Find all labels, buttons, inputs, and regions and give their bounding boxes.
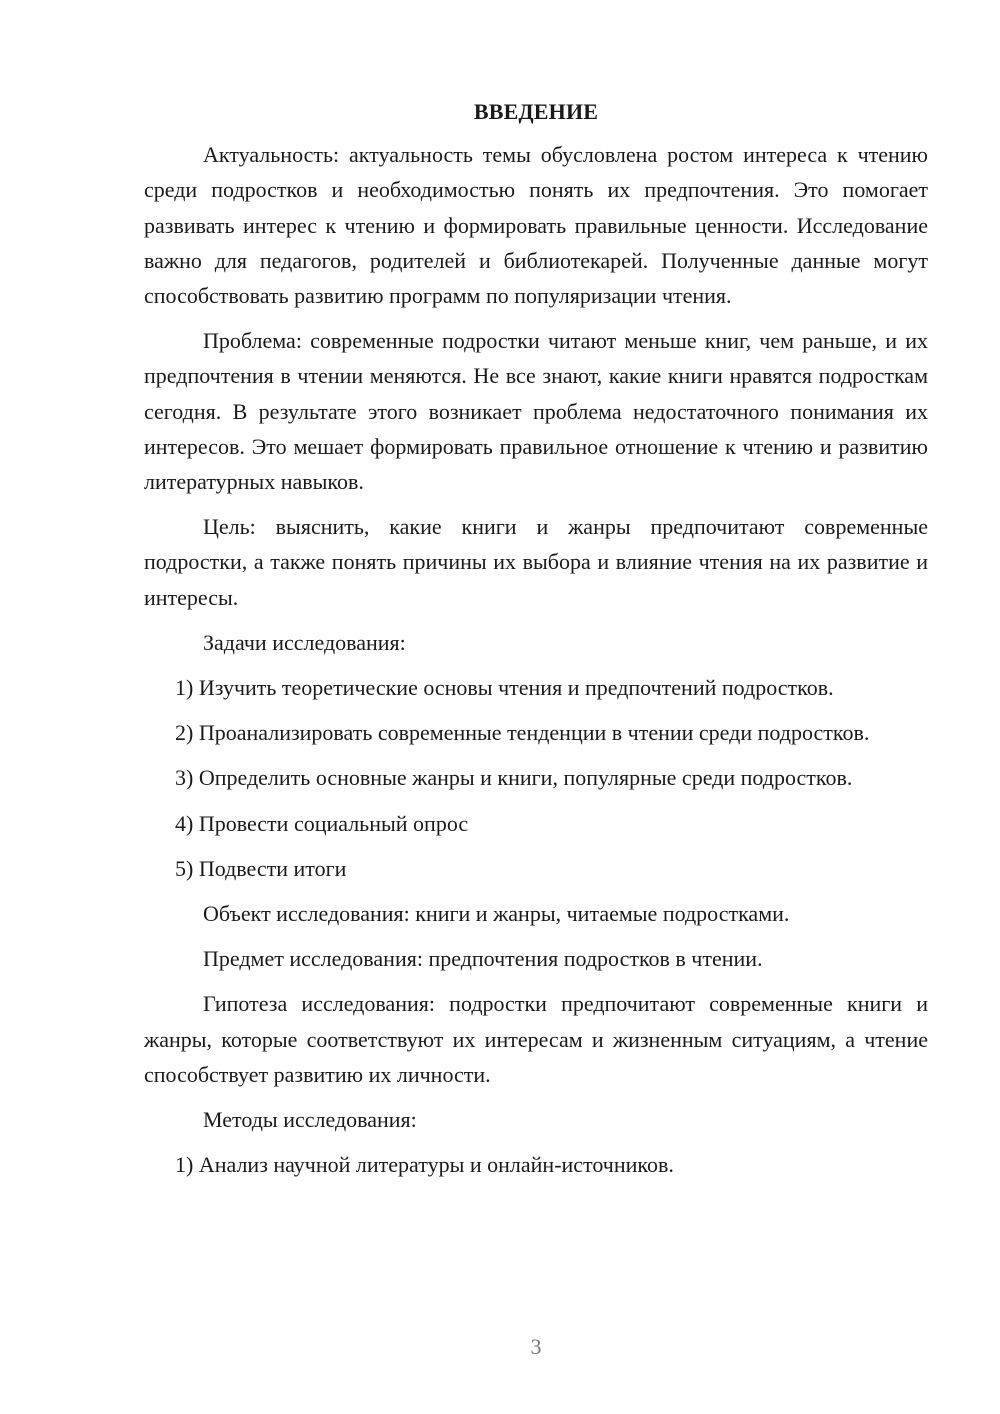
task-item-1: 1) Изучить теоретические основы чтения и предпочтений подростков. <box>175 675 834 701</box>
methods-heading: Методы исследования: <box>203 1107 417 1133</box>
method-item-1: 1) Анализ научной литературы и онлайн-источников. <box>175 1152 674 1178</box>
task-item-5: 5) Подвести итоги <box>175 855 347 881</box>
object-paragraph: Объект исследования: книги и жанры, читаемые подростками. <box>203 901 790 927</box>
relevance-paragraph: Актуальность: актуальность темы обусловлена ростом интереса к чтению среди подростков и необходимостью понять их предпочтения. Это помогает развивать интерес к чтению и формировать правильные ценности. Исследование важно для педагогов, родителей и библиотекарей. Полученные данные могут способствовать развитию программ по популяризации чтения. <box>144 142 928 309</box>
tasks-heading: Задачи исследования: <box>203 629 406 655</box>
hypothesis-paragraph: Гипотеза исследования: подростки предпочитают современные книги и жанры, которые соответствуют их интересам и жизненным ситуациям, а чтение способствует развитию их личности. <box>144 991 928 1087</box>
subject-paragraph: Предмет исследования: предпочтения подростков в чтении. <box>203 946 763 972</box>
page-content <box>144 94 928 1192</box>
task-item-2: 2) Проанализировать современные тенденции в чтении среди подростков. <box>175 720 870 746</box>
problem-paragraph: Проблема: современные подростки читают меньше книг, чем раньше, и их предпочтения в чтении меняются. Не все знают, какие книги нравятся подросткам сегодня. В результате этого возникает проблема недостаточного понимания их интересов. Это мешает формировать правильное отношение к чтению и развитию литературных навыков. <box>144 328 928 495</box>
task-item-3: 3) Определить основные жанры и книги, популярные среди подростков. <box>175 765 853 791</box>
task-item-4: 4) Провести социальный опрос <box>175 810 469 836</box>
section-heading: ВВЕДЕНИЕ <box>473 99 599 124</box>
page-number: 3 <box>530 1334 542 1359</box>
goal-paragraph: Цель: выяснить, какие книги и жанры предпочитают современные подростки, а также понять причины их выбора и влияние чтения на их развитие и интересы. <box>144 514 928 610</box>
